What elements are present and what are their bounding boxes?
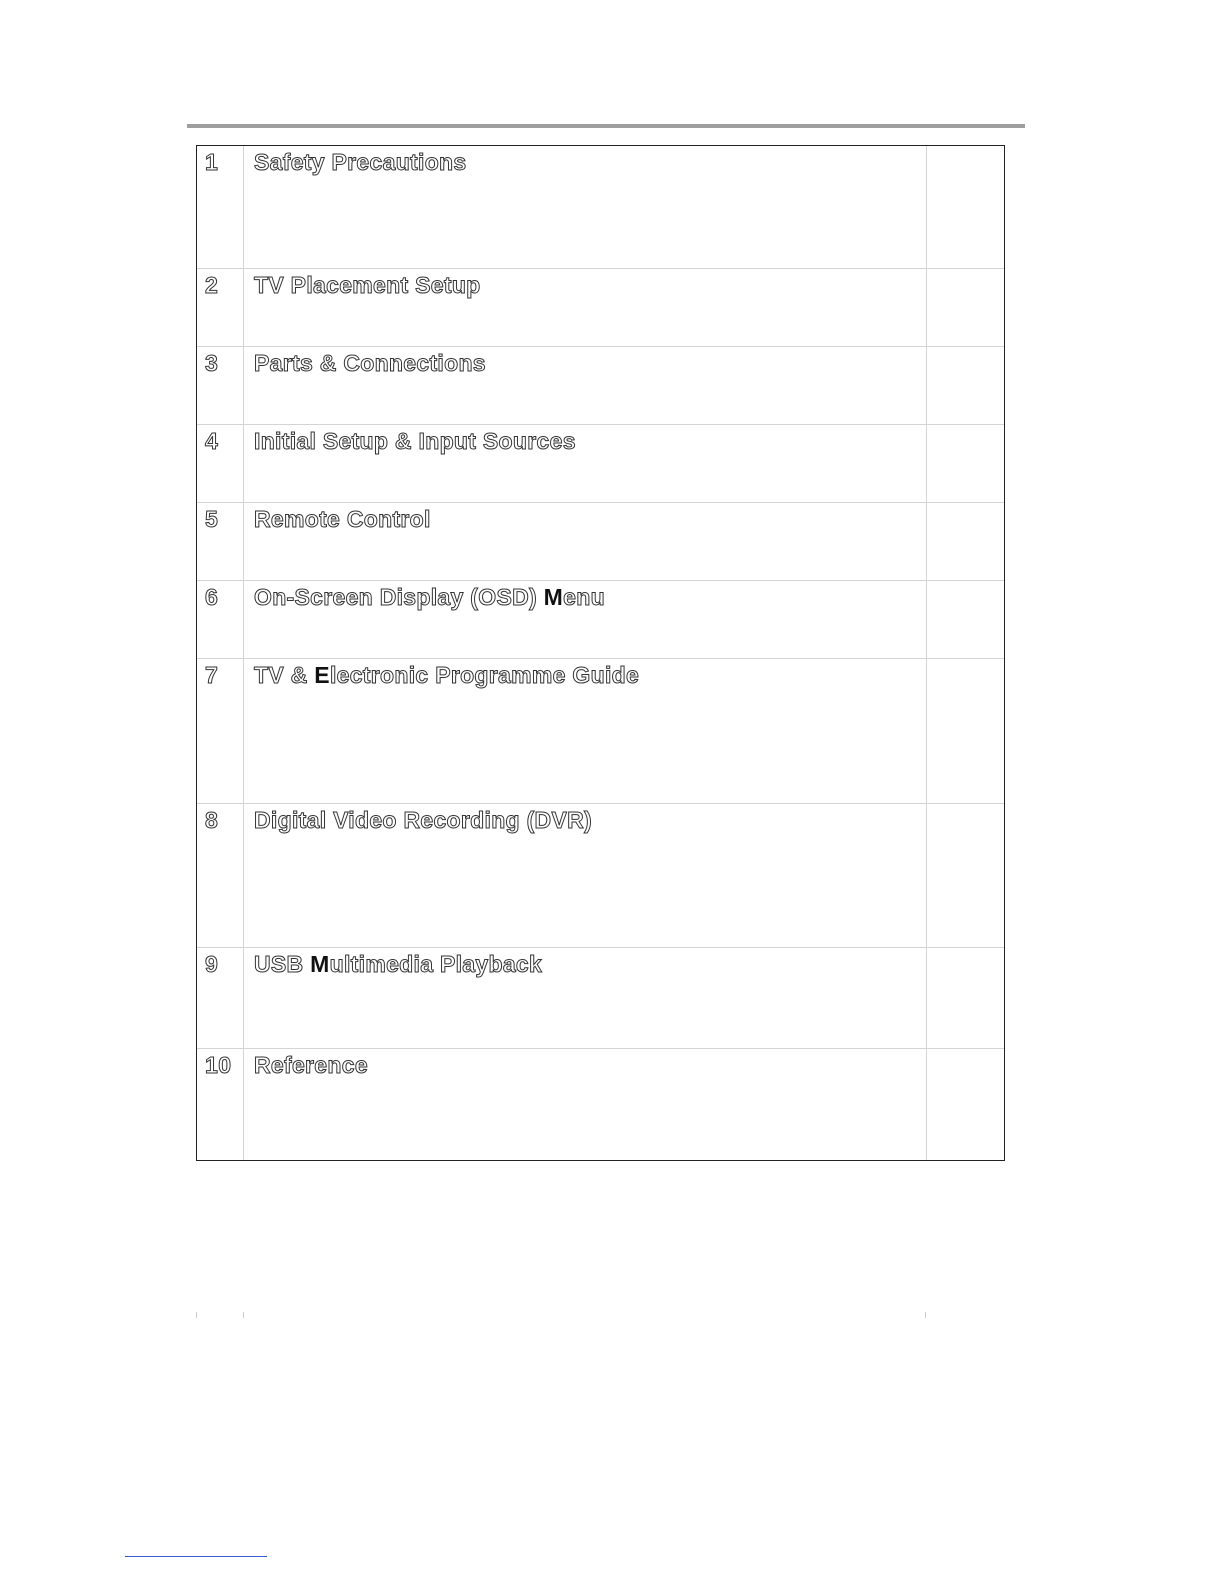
section-number: 6 <box>205 584 219 610</box>
column-divider <box>243 269 244 346</box>
toc-row-9[interactable] <box>197 948 1004 1049</box>
section-title: Initial Setup & Input Sources <box>254 428 576 454</box>
section-title: Remote Control <box>254 506 431 532</box>
toc-row-4[interactable] <box>197 425 1004 503</box>
section-number: 2 <box>205 272 219 298</box>
column-divider <box>243 146 244 268</box>
column-divider <box>243 347 244 424</box>
column-divider <box>243 425 244 502</box>
table-of-contents <box>196 145 1005 1161</box>
section-title: Reference <box>254 1052 368 1078</box>
toc-row-6[interactable] <box>197 581 1004 659</box>
section-title <box>254 951 542 978</box>
toc-row-10[interactable] <box>197 1049 1004 1160</box>
section-title <box>254 662 639 689</box>
toc-row-2[interactable] <box>197 269 1004 347</box>
column-divider <box>926 581 927 658</box>
footer-link-underline[interactable] <box>125 1556 267 1557</box>
title-part: On-Screen Display (OSD) <box>254 584 544 610</box>
column-divider <box>243 948 244 1048</box>
column-divider <box>243 659 244 803</box>
column-divider <box>926 269 927 346</box>
section-number: 10 <box>205 1052 232 1078</box>
toc-row-1[interactable] <box>197 146 1004 269</box>
section-number: 4 <box>205 428 219 454</box>
column-divider <box>926 347 927 424</box>
toc-row-7[interactable] <box>197 659 1004 804</box>
column-divider <box>926 503 927 580</box>
title-part: ultimedia Playback <box>329 951 543 977</box>
footer-tick <box>243 1312 244 1318</box>
column-divider <box>926 948 927 1048</box>
footer-tick <box>196 1312 197 1318</box>
header-rule <box>187 124 1025 128</box>
section-title: Parts & Connections <box>254 350 486 376</box>
title-part: E <box>314 662 330 688</box>
section-title: Digital Video Recording (DVR) <box>254 807 592 833</box>
section-title: TV Placement Setup <box>254 272 481 298</box>
column-divider <box>243 804 244 947</box>
section-number: 7 <box>205 662 219 688</box>
column-divider <box>926 1049 927 1160</box>
column-divider <box>243 581 244 658</box>
section-number: 3 <box>205 350 219 376</box>
toc-row-3[interactable] <box>197 347 1004 425</box>
toc-row-8[interactable] <box>197 804 1004 948</box>
title-part: USB <box>254 951 311 977</box>
column-divider <box>926 804 927 947</box>
section-number: 9 <box>205 951 219 977</box>
section-number: 1 <box>205 149 219 175</box>
column-divider <box>926 425 927 502</box>
section-title <box>254 584 605 611</box>
title-part: M <box>310 951 330 977</box>
toc-row-5[interactable] <box>197 503 1004 581</box>
footer-tick <box>925 1312 926 1318</box>
title-part: TV & <box>254 662 315 688</box>
column-divider <box>926 659 927 803</box>
section-number: 8 <box>205 807 219 833</box>
column-divider <box>926 146 927 268</box>
title-part: enu <box>563 584 605 610</box>
title-part: M <box>543 584 564 610</box>
section-title: Safety Precautions <box>254 149 467 175</box>
section-number: 5 <box>205 506 219 532</box>
column-divider <box>243 503 244 580</box>
title-part: lectronic Programme Guide <box>329 662 640 688</box>
column-divider <box>243 1049 244 1160</box>
